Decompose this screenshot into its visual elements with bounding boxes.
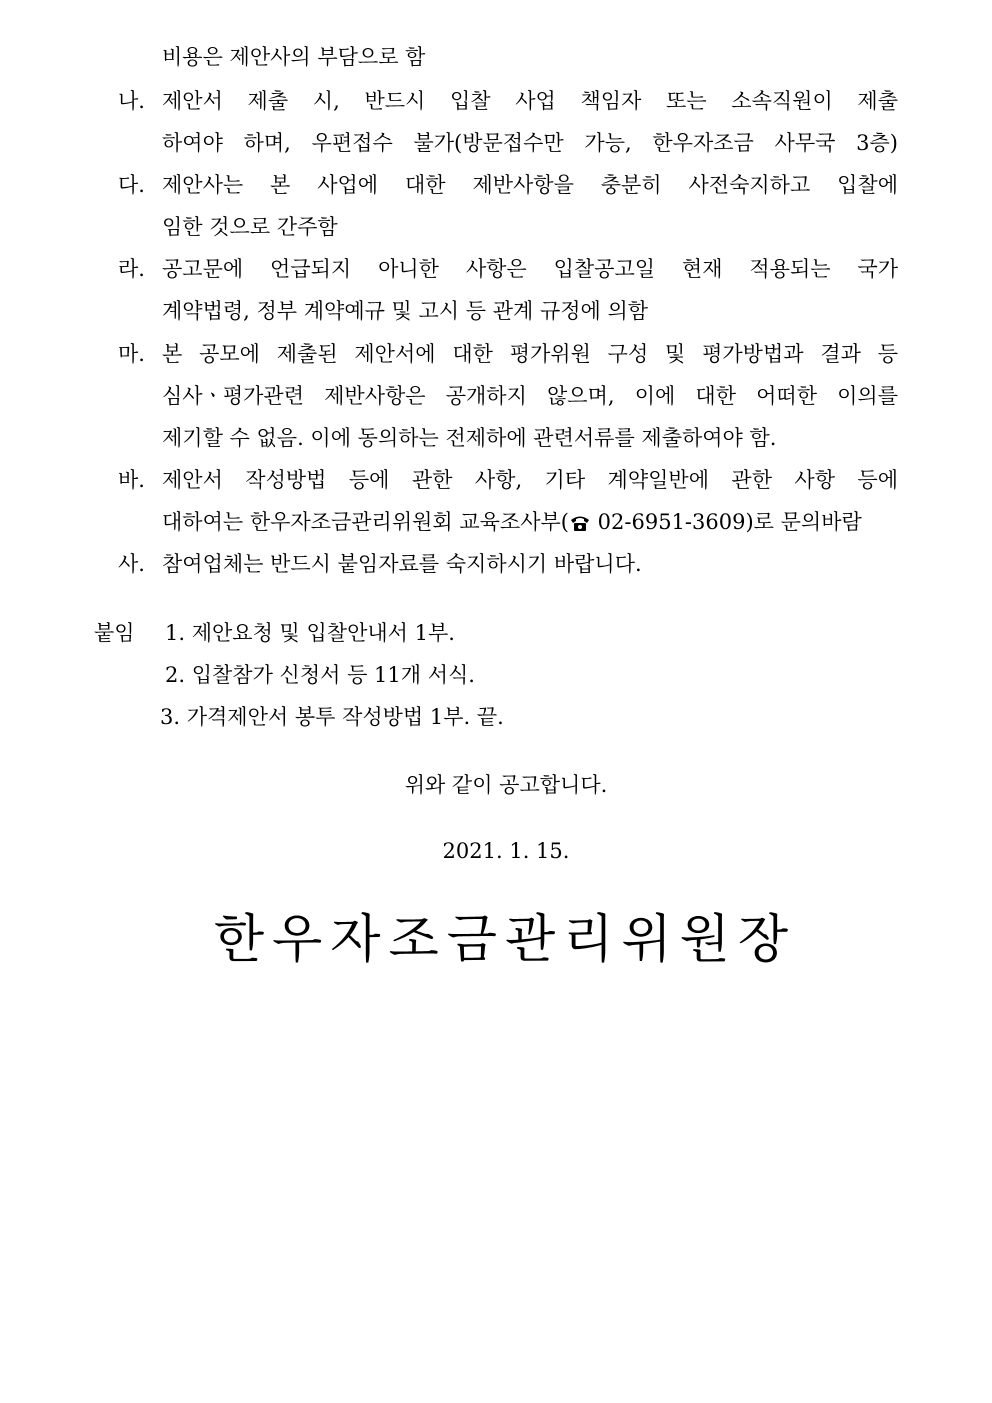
item-ba-contact-line [162, 509, 862, 538]
closing-statement: 위와 같이 공고합니다. [404, 773, 608, 797]
item-ra-line-1: 공고문에 언급되지 아니한 사항은 입찰공고일 현재 적용되는 국가 [162, 257, 898, 281]
item-marker-sa: 사. [118, 552, 145, 576]
contact-suffix: )로 문의바람 [745, 510, 862, 534]
item-na-line-2: 하여야 하며, 우편접수 불가(방문접수만 가능, 한우자조금 사무국 3층) [162, 131, 898, 155]
item-marker-ra: 라. [118, 257, 145, 281]
item-na-line-1: 제안서 제출 시, 반드시 입찰 사업 책임자 또는 소속직원이 제출 [162, 89, 898, 113]
attachment-entry-1: 1. 제안요청 및 입찰안내서 1부. [165, 621, 455, 645]
item-marker-ba: 바. [118, 468, 145, 492]
item-ba-line-1: 제안서 작성방법 등에 관한 사항, 기타 계약일반에 관한 사항 등에 [162, 468, 898, 492]
item-ma-line-3: 제기할 수 없음. 이에 동의하는 전제하에 관련서류를 제출하여야 함. [162, 426, 777, 450]
item-sa-line-1: 참여업체는 반드시 붙임자료를 숙지하시기 바랍니다. [162, 552, 642, 576]
item-marker-da: 다. [118, 173, 145, 197]
contact-phone: 02-6951-3609 [590, 510, 746, 534]
item-marker-na: 나. [118, 89, 145, 113]
contact-prefix: 대하여는 한우자조금관리위원회 교육조사부( [162, 510, 569, 534]
phone-icon [569, 512, 591, 538]
item-ma-line-1: 본 공모에 제출된 제안서에 대한 평가위원 구성 및 평가방법과 결과 등 [162, 342, 898, 366]
document-date: 2021. 1. 15. [442, 839, 570, 863]
continuation-text: 비용은 제안사의 부담으로 함 [162, 45, 426, 69]
attachment-entry-3: 3. 가격제안서 봉투 작성방법 1부. 끝. [160, 705, 504, 729]
issuer-title: 한우자조금관리위원장 [213, 910, 797, 970]
item-marker-ma: 마. [118, 342, 145, 366]
attachment-entry-2: 2. 입찰참가 신청서 등 11개 서식. [165, 663, 475, 687]
item-da-line-2: 임한 것으로 간주함 [162, 215, 338, 239]
item-da-line-1: 제안사는 본 사업에 대한 제반사항을 충분히 사전숙지하고 입찰에 [162, 173, 898, 197]
attachments-label: 붙임 [94, 621, 135, 645]
item-ra-line-2: 계약법령, 정부 계약예규 및 고시 등 관계 규정에 의함 [162, 299, 649, 323]
item-ma-line-2: 심사ㆍ평가관련 제반사항은 공개하지 않으며, 이에 대한 어떠한 이의를 [162, 384, 898, 408]
